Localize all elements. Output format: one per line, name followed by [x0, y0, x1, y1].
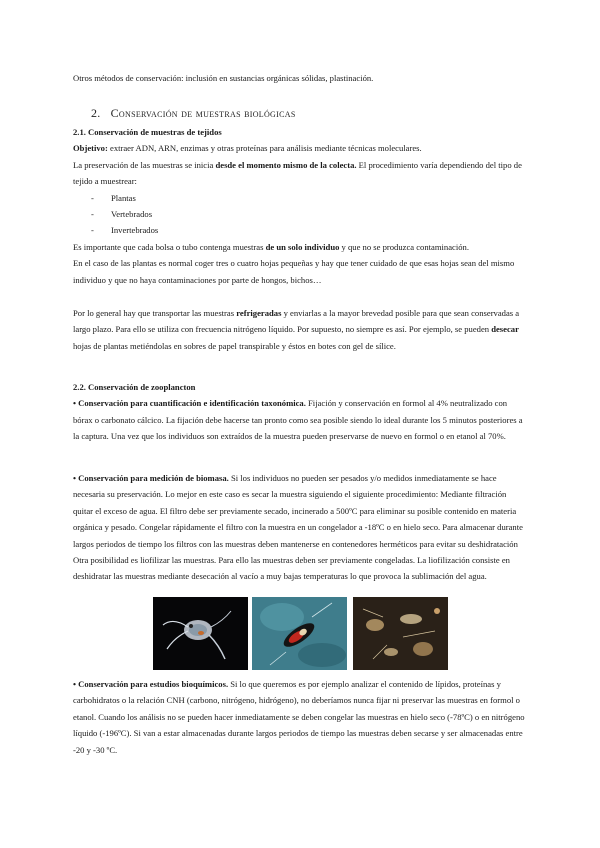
- biochemical-paragraph: • Conservación para estudios bioquímicos. Si lo que queremos es por ejemplo analizar el contenido de lípidos, proteínas y carbohidratos o la relación CNH (carbono, nitrógeno, hidrógeno), no deberíamos nunca fijar ni preservar las muestras en formol o etanol. Cuando los análisis no se pueden hacer inmediatamente se deben congelar las muestras en hielo seco (-78ºC) o en nitrógeno líquido (-196ºC). Si van a estar almacenadas durante largos periodos de tiempo las muestras deben secarse y ser almacenadas entre -20 y -30 ºC.: [73, 679, 525, 755]
- list-item: - Vertebrados: [73, 206, 528, 222]
- zooplankton-photo-1: [153, 597, 248, 670]
- taxonomy-paragraph: • Conservación para cuantificación e identificación taxonómica. Fijación y conservación en formol al 4% neutralizado con bórax o carbonato cálcico. La fijación debe hacerse tan pronto como sea posible siendo lo ideal durante los 5 minutos posteriores a la captura. Una vez que los individuos son extraídos de la muestra pueden preservarse de nuevo en formol o en etanol al 70%.: [73, 398, 523, 442]
- single-individual-paragraph: Es importante que cada bolsa o tubo contenga muestras de un solo individuo y que no se produzca contaminación.: [73, 241, 469, 252]
- subsection-2-2-heading: 2.2. Conservación de zooplancton: [73, 382, 196, 392]
- plants-paragraph: En el caso de las plantas es normal coger tres o cuatro hojas pequeñas y hay que tener cuidado de que esas hojas sean del mismo individuo y que no haya contaminaciones por parte de hongos, bichos…: [73, 258, 515, 285]
- tissue-type-list: [73, 190, 528, 239]
- section-2-heading: [91, 106, 296, 121]
- section-number: 2.: [91, 106, 101, 120]
- transport-paragraph: Por lo general hay que transportar las muestras refrigeradas y enviarlas a la mayor brevedad posible para que sean conservadas a largo plazo. Para ello se utiliza con frecuencia nitrógeno líquido. Por supuesto, no siempre es así. Por ejemplo, se pueden desecar hojas de plantas metiéndolas en sobres de papel transpirable y éstos en botes con gel de sílice.: [73, 308, 520, 351]
- intro-paragraph: Otros métodos de conservación: inclusión en sustancias orgánicas sólidas, plastinación.: [73, 73, 374, 83]
- section-2-1: [73, 124, 528, 288]
- biochemical-block: [73, 676, 528, 758]
- list-item: - Plantas: [73, 190, 528, 206]
- biomass-block: [73, 470, 528, 585]
- preservation-paragraph: La preservación de las muestras se inicia desde el momento mismo de la colecta. El procedimiento varía dependiendo del tipo de tejido a muestrear:: [73, 159, 522, 187]
- section-2-2: [73, 379, 528, 445]
- zooplankton-photo-3: [353, 597, 448, 670]
- section-title: Conservación de muestras biológicas: [110, 106, 296, 120]
- list-item: - Invertebrados: [73, 222, 528, 238]
- zooplankton-photo-2: [252, 597, 347, 670]
- subsection-2-1-heading: 2.1. Conservación de muestras de tejidos: [73, 127, 222, 137]
- zooplankton-photos: [153, 597, 448, 670]
- objective-paragraph: Objetivo: extraer ADN, ARN, enzimas y otras proteínas para análisis mediante técnicas moleculares.: [73, 143, 422, 154]
- biomass-paragraph: • Conservación para medición de biomasa. Si los individuos no pueden ser pesados y/o medidos inmediatamente se hace necesaria su preservación. Lo mejor en este caso es secar la muestra siguiendo el siguiente procedimiento: Mediante filtración quitar el exceso de agua. El filtro debe ser previamente secado, incinerado a 500ºC para eliminar su posible contenido en materia orgánica y pesado. Congelar rápidamente el filtro con la muestra en un congelador a -18ºC o en hielo seco. Para almacenar durante largos periodos de tiempo los filtros con las muestras deben mantenerse en contenedores herméticos para evitar su deshidratación Otra posibilidad es liofilizar las muestras. Para ello las muestras deben ser previamente congeladas. La liofilización consiste en deshidratar las muestras mediante desecación al vacío a muy bajas temperaturas lo que provoca la sublimación del agua.: [73, 473, 523, 582]
- transport-paragraph-block: [73, 305, 528, 354]
